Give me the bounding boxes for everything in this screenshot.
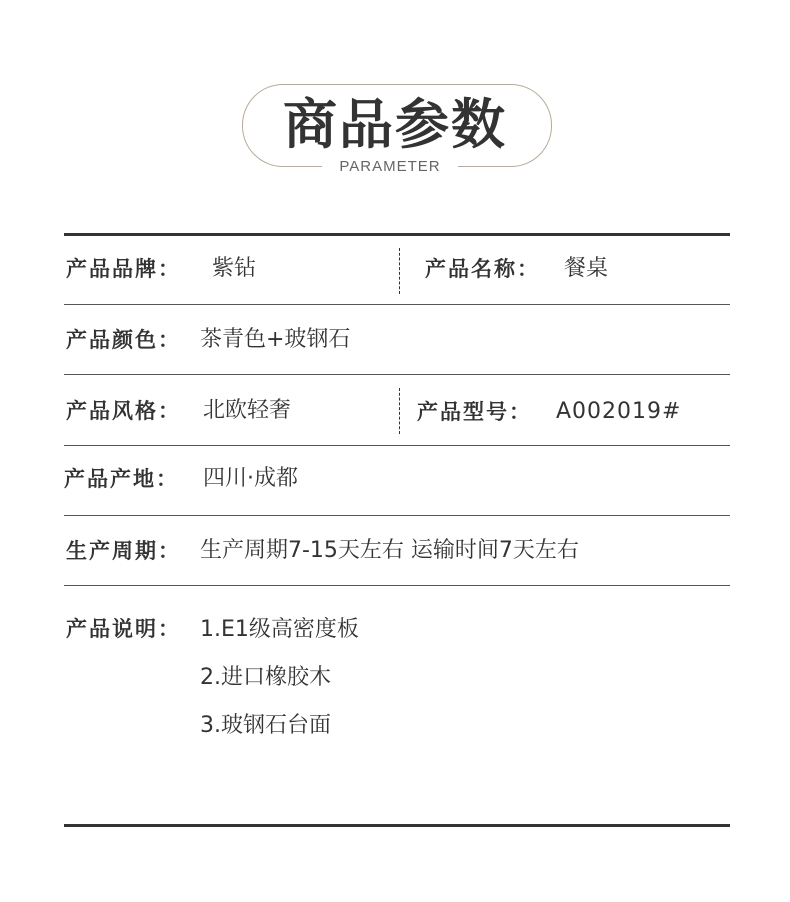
column-divider	[399, 248, 400, 294]
model-value: A002019#	[556, 399, 682, 424]
name-value: 餐桌	[564, 256, 609, 281]
row-divider	[64, 515, 730, 516]
table-bottom-rule	[64, 824, 730, 827]
cycle-label: 生产周期：	[66, 539, 181, 563]
brand-value: 紫钻	[212, 256, 257, 281]
style-value: 北欧轻奢	[203, 398, 292, 423]
cycle-value: 生产周期7-15天左右 运输时间7天左右	[200, 538, 579, 563]
color-label: 产品颜色：	[66, 328, 181, 352]
description-line: 3.玻钢石台面	[200, 713, 331, 738]
row-divider	[64, 585, 730, 586]
brand-label: 产品品牌：	[66, 257, 181, 281]
row-divider	[64, 445, 730, 446]
row-divider	[64, 374, 730, 375]
name-label: 产品名称：	[425, 257, 540, 281]
row-divider	[64, 304, 730, 305]
page-title: 商品参数	[283, 93, 507, 156]
style-label: 产品风格：	[66, 399, 181, 423]
table-top-rule	[64, 233, 730, 236]
origin-label: 产品产地：	[64, 467, 179, 491]
color-value: 茶青色+玻钢石	[200, 327, 351, 352]
page-subtitle: PARAMETER	[322, 157, 458, 179]
column-divider	[399, 388, 400, 434]
origin-value: 四川·成都	[203, 466, 298, 491]
description-line: 2.进口橡胶木	[200, 665, 331, 690]
description-line: 1.E1级高密度板	[200, 617, 359, 642]
description-label: 产品说明：	[66, 617, 181, 641]
model-label: 产品型号：	[417, 400, 532, 424]
